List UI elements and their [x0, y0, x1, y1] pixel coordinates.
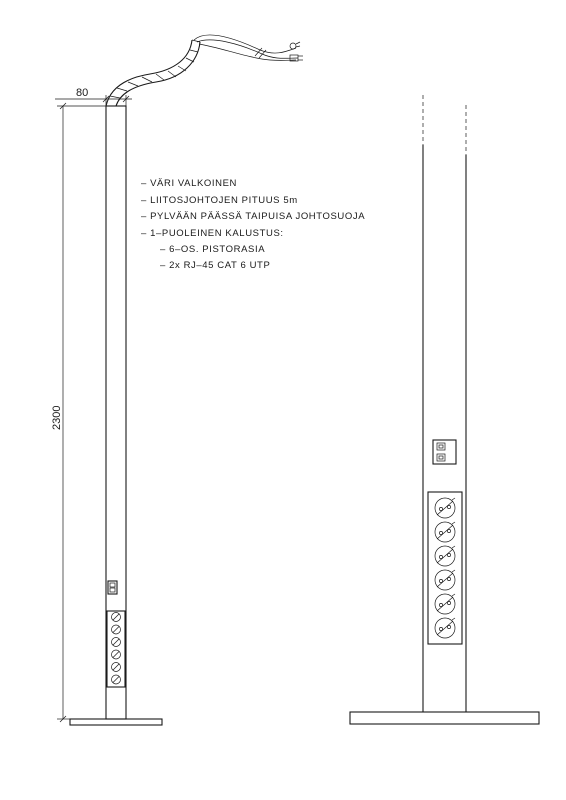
side-view — [350, 95, 539, 724]
socket-icon — [435, 570, 455, 590]
note-data-ports: – 2x RJ–45 CAT 6 UTP — [160, 260, 271, 271]
data-port-module — [433, 440, 456, 464]
width-label: 80 — [76, 87, 89, 99]
plug-icon — [290, 42, 300, 49]
socket-icon — [112, 650, 121, 659]
socket-icon — [435, 618, 455, 638]
width-dimension — [55, 87, 132, 106]
front-view — [51, 35, 365, 725]
column-body — [106, 106, 126, 719]
socket-icon — [112, 675, 121, 684]
height-dimension — [51, 103, 106, 722]
socket-strip — [428, 492, 462, 644]
rj45-port-icon — [437, 443, 445, 450]
base-plate — [70, 719, 162, 725]
note-furnishing: – 1–PUOLEINEN KALUSTUS: — [141, 228, 284, 239]
flexible-cable-guard — [106, 40, 200, 106]
socket-strip — [107, 611, 125, 687]
note-cable-length: – LIITOSJOHTOJEN PITUUS 5m — [141, 195, 298, 206]
data-port-module — [108, 581, 117, 594]
rj45-port-icon — [437, 454, 445, 461]
socket-icon — [435, 594, 455, 614]
note-socket: – 6–OS. PISTORASIA — [160, 244, 266, 255]
base-plate — [350, 712, 539, 724]
height-label: 2300 — [51, 405, 63, 430]
socket-icon — [435, 522, 455, 542]
socket-icon — [435, 546, 455, 566]
socket-icon — [112, 638, 121, 647]
socket-icon — [112, 625, 121, 634]
note-color: – VÄRI VALKOINEN — [141, 178, 238, 189]
note-cable-guard: – PYLVÄÄN PÄÄSSÄ TAIPUISA JOHTOSUOJA — [141, 211, 366, 222]
power-cables — [194, 35, 303, 61]
specification-notes — [141, 178, 365, 271]
socket-icon — [435, 498, 455, 518]
socket-icon — [112, 663, 121, 672]
socket-icon — [112, 613, 121, 622]
